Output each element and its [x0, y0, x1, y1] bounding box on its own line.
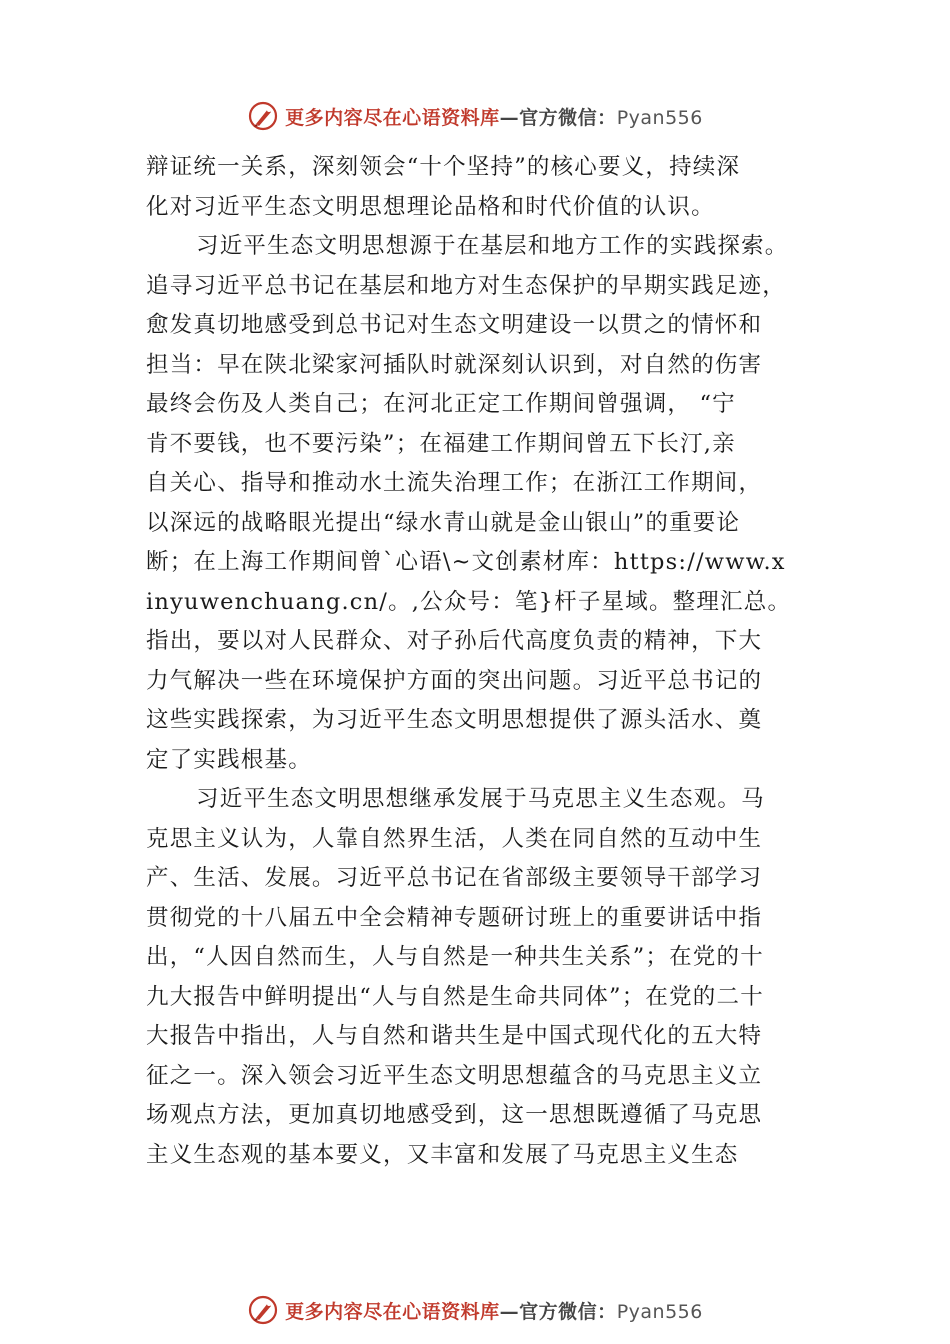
- text-line: 产、生活、发展。习近平总书记在省部级主要领导干部学习: [146, 865, 763, 891]
- header-banner-id: Pyan556: [616, 106, 703, 129]
- pen-nib-logo-icon: [247, 1294, 279, 1326]
- footer-banner: [0, 1290, 950, 1330]
- text-line: 主义生态观的基本要义，又丰富和发展了马克思主义生态: [146, 1141, 739, 1168]
- text-line: 九大报告中鲜明提出“人与自然是生命共同体”；在党的二十: [146, 983, 764, 1010]
- text-line: 定了实践根基。: [146, 746, 312, 773]
- text-line: 自关心、指导和推动水土流失治理工作；在浙江工作期间，: [146, 470, 763, 496]
- text-line: 断；在上海工作期间曾`心语\~文创素材库：https://www.x: [146, 549, 786, 575]
- text-line: 化对习近平生态文明思想理论品格和时代价值的认识。: [146, 193, 715, 220]
- text-line: 愈发真切地感受到总书记对生态文明建设一以贯之的情怀和: [146, 312, 763, 338]
- document-body: [146, 148, 814, 1175]
- header-banner-gray-text: 官方微信：: [519, 106, 617, 129]
- header-banner-dash: —: [499, 106, 520, 129]
- text-line: 大报告中指出，人与自然和谐共生是中国式现代化的五大特: [146, 1023, 763, 1049]
- footer-banner-text: [285, 1297, 703, 1324]
- text-line: 征之一。深入领会习近平生态文明思想蕴含的马克思主义立: [146, 1062, 763, 1089]
- text-line: 追寻习近平总书记在基层和地方对生态保护的早期实践足迹，: [146, 272, 786, 299]
- text-line: 辩证统一关系，深刻领会“十个坚持”的核心要义，持续深: [146, 154, 741, 180]
- text-line: 力气解决一些在环境保护方面的突出问题。习近平总书记的: [146, 667, 763, 694]
- footer-banner-id: Pyan556: [616, 1300, 703, 1323]
- text-line: 最终会伤及人类自己；在河北正定工作期间曾强调， “宁: [146, 391, 736, 417]
- header-banner: [0, 96, 950, 136]
- text-line: 贯彻党的十八届五中全会精神专题研讨班上的重要讲话中指: [146, 904, 763, 931]
- header-banner-text: [285, 103, 703, 130]
- text-line: 以深远的战略眼光提出“绿水青山就是金山银山”的重要论: [146, 509, 741, 536]
- text-line: 担当：早在陕北梁家河插队时就深刻认识到，对自然的伤害: [146, 351, 763, 378]
- header-banner-red-text: 更多内容尽在心语资料库: [285, 106, 500, 129]
- text-line: 这些实践探索，为习近平生态文明思想提供了源头活水、奠: [146, 707, 763, 733]
- text-line: 出，“人因自然而生，人与自然是一种共生关系”；在党的十: [146, 944, 764, 970]
- text-line: 克思主义认为，人靠自然界生活，人类在同自然的互动中生: [146, 825, 763, 852]
- footer-banner-red-text: 更多内容尽在心语资料库: [285, 1300, 500, 1323]
- text-line: inyuwenchuang.cn/。,公众号：笔}杆子星域。整理汇总。: [146, 588, 792, 615]
- pen-nib-logo-icon: [247, 100, 279, 132]
- text-line: 场观点方法，更加真切地感受到，这一思想既遵循了马克思: [146, 1102, 763, 1128]
- footer-banner-dash: —: [499, 1300, 520, 1323]
- text-line: 肯不要钱，也不要污染”；在福建工作期间曾五下长汀,亲: [146, 430, 736, 457]
- text-line: 指出，要以对人民群众、对子孙后代高度负责的精神，下大: [146, 628, 763, 654]
- paragraph-start-line: 习近平生态文明思想继承发展于马克思主义生态观。马: [196, 786, 765, 812]
- paragraph-start-line: 习近平生态文明思想源于在基层和地方工作的实践探索。: [196, 233, 789, 259]
- footer-banner-gray-text: 官方微信：: [519, 1300, 617, 1323]
